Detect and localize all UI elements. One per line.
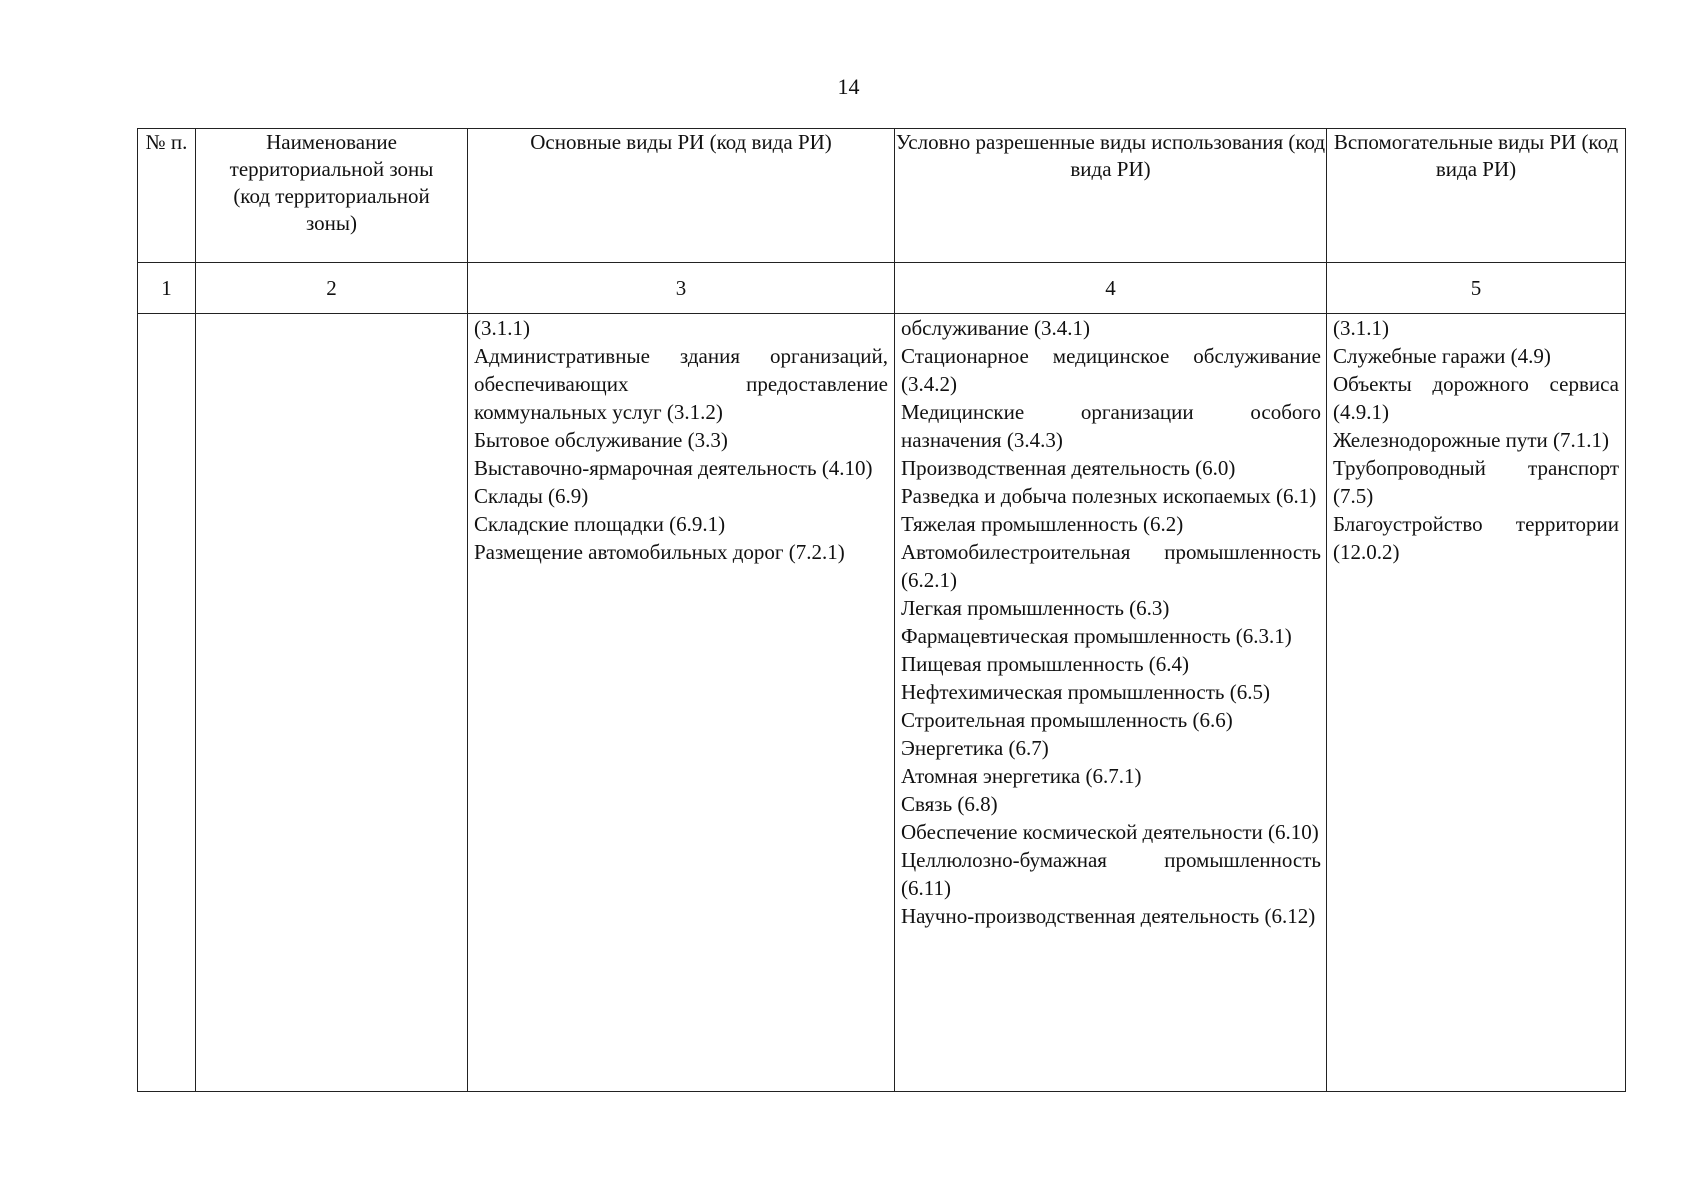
list-item: Склады (6.9) [474,484,589,508]
cell-main-uses [468,314,895,1092]
list-item: (3.1.1) [474,316,530,340]
header-conditional-uses: Условно разрешенные виды использования (код вида РИ) [895,129,1327,263]
list-item: Размещение автомобильных дорог (7.2.1) [474,540,845,564]
list-item: Железнодорожные пути (7.1.1) [1333,428,1610,452]
list-item: Благоустройство территории (12.0.2) [1333,512,1619,564]
list-item: Производственная деятельность (6.0) [901,456,1236,480]
list-item: Энергетика (6.7) [901,736,1049,760]
list-item: Легкая промышленность (6.3) [901,596,1170,620]
cell-auxiliary-uses [1327,314,1626,1092]
column-number: 2 [196,263,468,314]
list-item: Трубопроводный транспорт (7.5) [1333,456,1619,508]
header-number: № п. [138,129,196,263]
list-item: Бытовое обслуживание (3.3) [474,428,728,452]
list-item: Связь (6.8) [901,792,998,816]
table-row [138,314,1626,1092]
list-item: Нефтехимическая промышленность (6.5) [901,680,1270,704]
list-item: Пищевая промышленность (6.4) [901,652,1190,676]
header-main-uses: Основные виды РИ (код вида РИ) [468,129,895,263]
list-item: Медицинские организации особого назначения (3.4.3) [901,400,1321,452]
main-uses-list [468,314,894,566]
list-item: Служебные гаражи (4.9) [1333,344,1551,368]
column-number: 3 [468,263,895,314]
header-zone-name: Наименование территориальной зоны (код территориальной зоны) [196,129,468,263]
list-item: Выставочно-ярмарочная деятельность (4.10) [474,456,873,480]
column-number: 5 [1327,263,1626,314]
zoning-table [137,128,1626,1092]
column-number: 1 [138,263,196,314]
list-item: Разведка и добыча полезных ископаемых (6.1) [901,484,1317,508]
list-item: (3.1.1) [1333,316,1389,340]
list-item: Научно-производственная деятельность (6.12) [901,904,1316,928]
page-number: 14 [837,74,860,99]
list-item: обслуживание (3.4.1) [901,316,1090,340]
column-number-row [138,263,1626,314]
list-item: Стационарное медицинское обслуживание (3.4.2) [901,344,1321,396]
list-item: Тяжелая промышленность (6.2) [901,512,1184,536]
cell-number [138,314,196,1092]
header-row [138,129,1626,263]
list-item: Фармацевтическая промышленность (6.3.1) [901,624,1292,648]
column-number: 4 [895,263,1327,314]
list-item: Атомная энергетика (6.7.1) [901,764,1142,788]
list-item: Обеспечение космической деятельности (6.10) [901,820,1319,844]
list-item: Административные здания организаций, обеспечивающих предоставление коммунальных услуг (3.1.2) [474,344,888,424]
list-item: Объекты дорожного сервиса (4.9.1) [1333,372,1619,424]
list-item: Автомобилестроительная промышленность (6.2.1) [901,540,1321,592]
list-item: Складские площадки (6.9.1) [474,512,726,536]
conditional-uses-list [895,314,1326,930]
auxiliary-uses-list [1327,314,1625,566]
list-item: Целлюлозно-бумажная промышленность (6.11) [901,848,1321,900]
cell-zone-name [196,314,468,1092]
cell-conditional-uses [895,314,1327,1092]
list-item: Строительная промышленность (6.6) [901,708,1233,732]
header-auxiliary-uses: Вспомогательные виды РИ (код вида РИ) [1327,129,1626,263]
